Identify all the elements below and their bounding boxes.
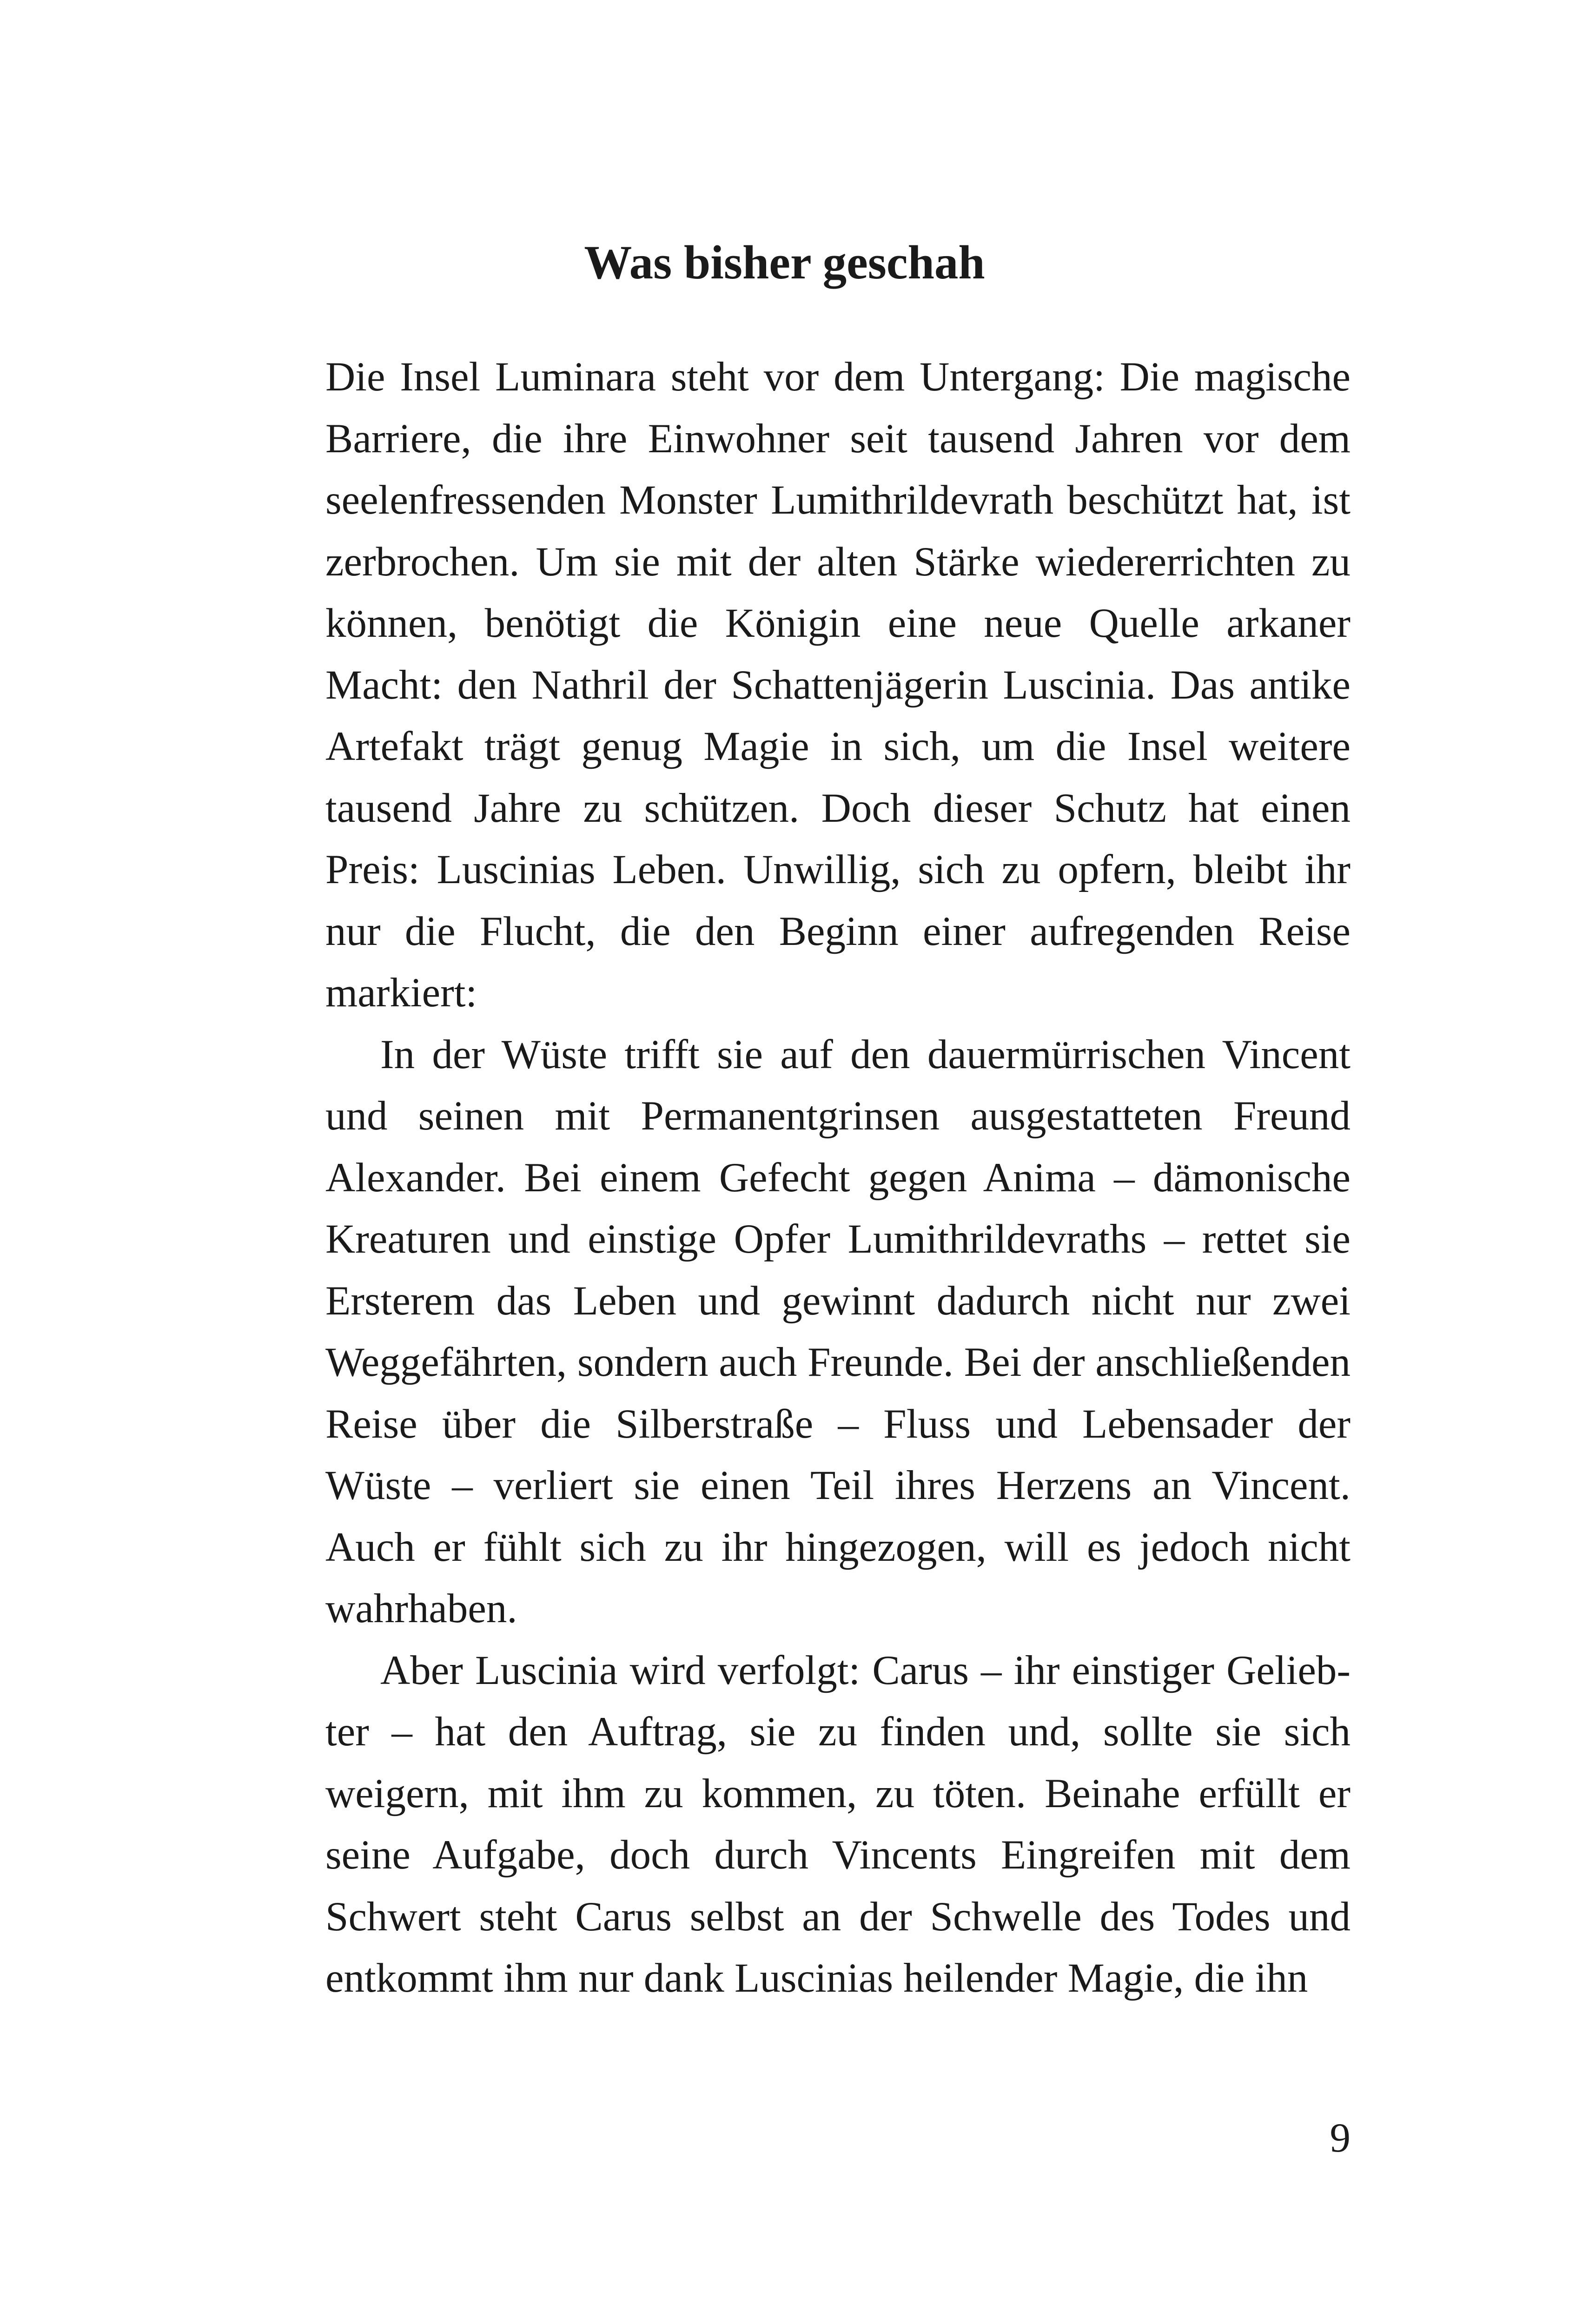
body-text	[325, 346, 1351, 2009]
paragraph-1: Die Insel Luminara steht vor dem Untergang: Die magische Barriere, die ihre Einwohner seit tausend Jahren vor dem seelenfressenden Monster Lumithrildevrath beschützt hat, ist zerbrochen. Um sie mit der alten Stärke wiedererrichten zu können, benötigt die Königin eine neue Quelle arkaner Macht: den Nathril der Schattenjägerin Luscinia. Das antike Artefakt trägt genug Magie in sich, um die Insel weitere tausend Jahre zu schützen. Doch dieser Schutz hat einen Preis: Luscinias Leben. Unwillig, sich zu opfern, bleibt ihr nur die Flucht, die den Beginn einer aufregenden Reise markiert:	[325, 354, 1351, 1016]
page-number: 9	[1330, 2115, 1351, 2161]
chapter-title: Was bisher geschah	[584, 236, 985, 289]
paragraph-3: Aber Luscinia wird verfolgt: Carus – ihr einstiger Geliebter – hat den Auftrag, sie zu finden und, sollte sie sich weigern, mit ihm zu kommen, zu töten. Beinahe erfüllt er seine Aufgabe, doch durch Vincents Eingreifen mit dem Schwert steht Carus selbst an der Schwelle des Todes und entkommt ihm nur dank Luscinias heilender Magie, die ihn	[325, 1647, 1351, 2001]
paragraph-2: In der Wüste trifft sie auf den dauermürrischen Vincent und seinen mit Permanentgrinsen ausgestatteten Freund Alexander. Bei einem Gefecht gegen Anima – dämonische Kreaturen und einstige Opfer Lumithrildevraths – rettet sie Ersterem das Leben und gewinnt dadurch nicht nur zwei Weggefährten, sondern auch Freunde. Bei der anschließenden Reise über die Silberstraße – Fluss und Lebensader der Wüste – verliert sie einen Teil ihres Herzens an Vincent. Auch er fühlt sich zu ihr hingezogen, will es jedoch nicht wahrhaben.	[325, 1031, 1351, 1631]
